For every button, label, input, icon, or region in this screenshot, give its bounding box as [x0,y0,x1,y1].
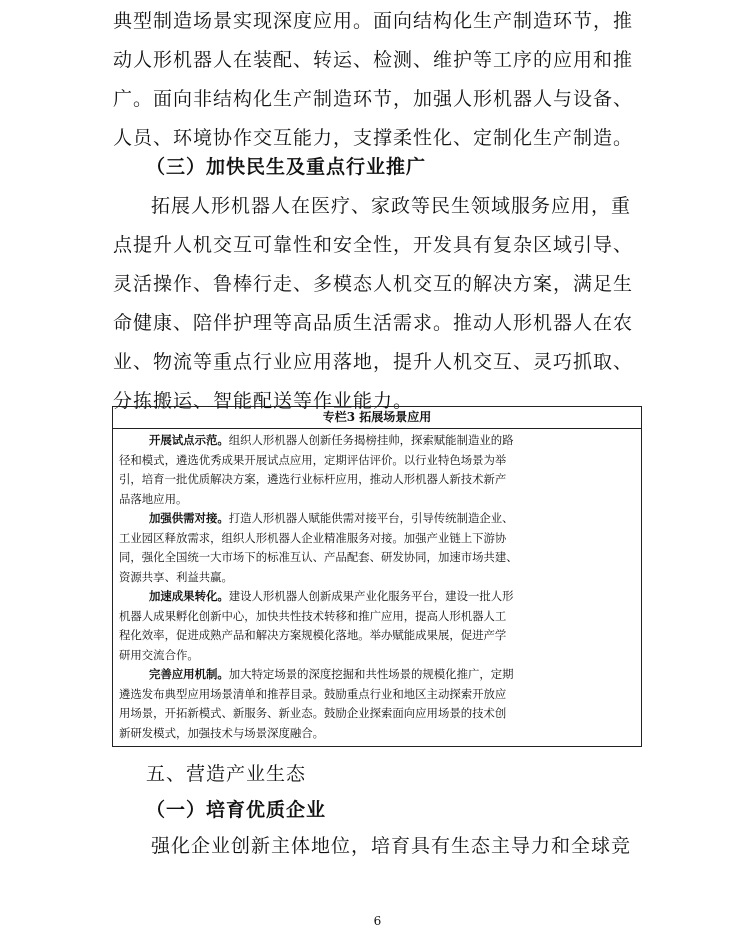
box-section [119,431,635,509]
paragraph-line: 灵活操作、鲁棒行走、多模态人机交互的解决方案，满足生 [113,273,634,295]
box-line [119,665,635,685]
box-line: 径和模式，遴选优秀成果开展试点应用，定期评估评价。以行业特色场景为举 [119,452,507,467]
paragraph-line: 典型制造场景实现深度应用。面向结构化生产制造环节，推 [113,10,634,32]
paragraph-line: 拓展人形机器人在医疗、家政等民生领域服务应用，重 [151,195,632,217]
paragraph-line: 广。面向非结构化生产制造环节，加强人形机器人与设备、 [113,88,634,110]
paragraph-line: 分拣搬运、智能配送等作业能力。 [113,390,414,412]
box-line [119,431,635,451]
box-section-label: 完善应用机制。 [149,667,229,681]
box-line: 用场景，开拓新模式、新服务、新业态。鼓励企业探索面向应用场景的技术创 [119,706,507,720]
paragraph-line: 强化企业创新主体地位，培育具有生态主导力和全球竞 [151,835,632,857]
box-line [119,509,635,529]
paragraph-line: 点提升人机交互可靠性和安全性，开发具有复杂区域引导、 [113,234,634,256]
paragraph-line: 业、物流等重点行业应用落地，提升人机交互、灵巧抓取、 [113,351,634,373]
box-line: 研用交流合作。 [119,647,199,662]
box-line: 新研发模式，加强技术与场景深度融合。 [119,725,325,740]
box-section-label: 开展试点示范。 [149,433,229,447]
page-number: 6 [373,914,382,928]
box-section-label: 加强供需对接。 [149,511,229,525]
box-line: 同，强化全国统一大市场下的标准互认、产品配套、研发协同，加速市场共建、 [119,550,518,564]
chapter-5-heading: 五、营造产业生态 [146,763,307,785]
box-line: 引，培育一批优质解决方案，遴选行业标杆应用，推动人形机器人新技术新产 [119,472,507,486]
box-section [119,665,635,743]
column-box-title: 专栏3 拓展场景应用 [113,407,641,429]
section-3-paragraph [113,187,643,421]
box-line: 程化效率，促进成熟产品和解决方案规模化落地。举办赋能成果展，促进产学 [119,628,507,642]
box-section-text: 建设人形机器人创新成果产业化服务平台，建设一批人形 [228,589,514,603]
paragraph-line: 命健康、陪伴护理等高品质生活需求。推动人形机器人在农 [113,312,634,334]
box-line: 遴选发布典型应用场景清单和推荐目录。鼓励重点行业和地区主动探索开放应 [119,686,507,701]
column-box [112,406,642,747]
paragraph-line: 人员、环境协作交互能力，支撑柔性化、定制化生产制造。 [113,127,634,149]
top-paragraph [113,2,643,158]
box-section-text: 打造人形机器人赋能供需对接平台，引导传统制造企业、 [228,511,514,525]
box-section [119,587,635,665]
box-section-text: 组织人形机器人创新任务揭榜挂帅，探索赋能制造业的路 [228,433,514,447]
paragraph-line: 动人形机器人在装配、转运、检测、维护等工序的应用和推 [113,49,634,71]
section-5-1-paragraph [113,827,643,866]
box-line: 品落地应用。 [119,491,188,506]
section-5-1-heading: （一）培育优质企业 [146,799,327,821]
column-box-body [113,429,641,743]
box-line [119,587,635,607]
box-section [119,509,635,587]
box-line: 机器人成果孵化创新中心，加快共性技术转移和推广应用，提高人形机器人工 [119,608,507,623]
box-line: 资源共享、利益共赢。 [119,569,233,584]
section-3-heading: （三）加快民生及重点行业推广 [146,156,427,178]
box-section-label: 加速成果转化。 [149,589,229,603]
box-line: 工业园区释放需求，组织人形机器人企业精准服务对接。加强产业链上下游协 [119,530,507,545]
box-section-text: 加大特定场景的深度挖掘和共性场景的规模化推广，定期 [228,667,514,681]
